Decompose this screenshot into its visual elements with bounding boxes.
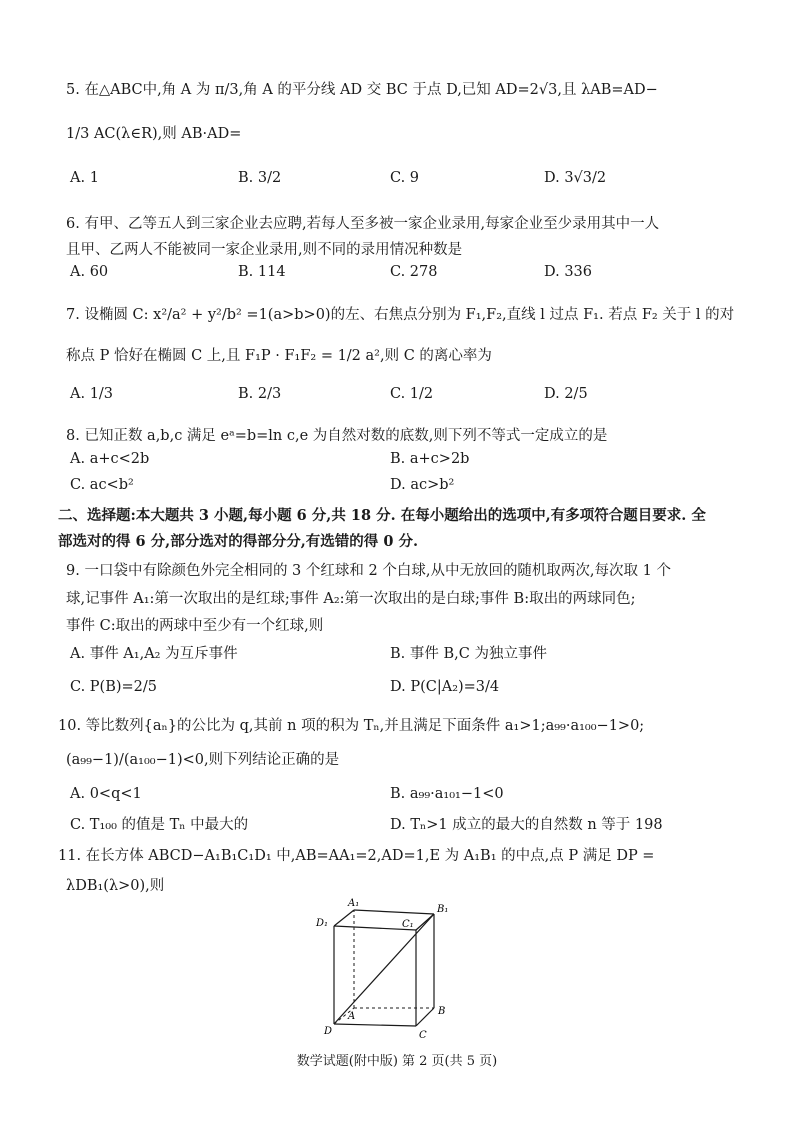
q10-line2: (a₉₉−1)/(a₁₀₀−1)<0,则下列结论正确的是: [66, 752, 340, 768]
section2-heading-line1: 二、选择题:本大题共 3 小题,每小题 6 分,共 18 分. 在每小题给出的选项中,有多项符合题目要求. 全: [58, 507, 706, 524]
label-a: A: [348, 1011, 356, 1022]
q7-options: [66, 386, 756, 418]
q5-line2: 1/3 AC(λ∈R),则 AB·AD=: [66, 126, 242, 142]
q6-options: [66, 264, 756, 296]
q8-option-b: B. a+c>2b: [390, 451, 470, 467]
q7-option-a: A. 1/3: [70, 386, 114, 402]
q8-line1: 8. 已知正数 a,b,c 满足 eᵃ=b=ln c,e 为自然对数的底数,则下列不等式一定成立的是: [66, 428, 608, 444]
q9-option-d: D. P(C|A₂)=3/4: [390, 679, 500, 695]
label-b: B: [438, 1006, 446, 1017]
q5-option-a: A. 1: [70, 170, 99, 186]
q5-option-b: B. 3/2: [238, 170, 282, 186]
q8-option-a: A. a+c<2b: [70, 451, 150, 467]
q6-option-a: A. 60: [70, 264, 109, 280]
q8-option-d: D. ac>b²: [390, 477, 455, 493]
q7-line1: 7. 设椭圆 C: x²/a² + y²/b² =1(a>b>0)的左、右焦点分别为 F₁,F₂,直线 l 过点 F₁. 若点 F₂ 关于 l 的对: [66, 307, 735, 323]
section2-heading-line2: 部选对的得 6 分,部分选对的得部分分,有选错的得 0 分.: [58, 533, 419, 550]
q9-option-c: C. P(B)=2/5: [70, 679, 158, 695]
q10-option-a: A. 0<q<1: [70, 786, 142, 802]
q7-line2: 称点 P 恰好在椭圆 C 上,且 F₁P · F₁F₂ = 1/2 a²,则 C 的离心率为: [66, 348, 492, 364]
q9-options-row1: [66, 642, 756, 674]
label-a1: A₁: [348, 898, 360, 909]
cuboid-figure: [310, 896, 470, 1044]
edge-a1-b1: [354, 910, 434, 914]
q10-option-b: B. a₉₉·a₁₀₁−1<0: [390, 786, 504, 802]
q6-option-c: C. 278: [390, 264, 438, 280]
q9-option-a: A. 事件 A₁,A₂ 为互斥事件: [70, 646, 238, 662]
q7-option-c: C. 1/2: [390, 386, 434, 402]
q5-line1: 5. 在△ABC中,角 A 为 π/3,角 A 的平分线 AD 交 BC 于点 D,已知 AD=2√3,且 λAB=AD−: [66, 82, 658, 98]
q10-option-c: C. T₁₀₀ 的值是 Tₙ 中最大的: [70, 817, 249, 833]
q10-line1: 10. 等比数列{aₙ}的公比为 q,其前 n 项的积为 Tₙ,并且满足下面条件 a₁>1;a₉₉·a₁₀₀−1>0;: [58, 718, 645, 734]
q7-option-d: D. 2/5: [544, 386, 588, 402]
q11-line2: λDB₁(λ>0),则: [66, 878, 165, 894]
q7-option-b: B. 2/3: [238, 386, 282, 402]
label-d1: D₁: [316, 918, 329, 929]
q10-option-d: D. Tₙ>1 成立的最大的自然数 n 等于 198: [390, 817, 663, 833]
label-c: C: [419, 1030, 427, 1041]
q6-option-d: D. 336: [544, 264, 593, 280]
q10-options-row2: [66, 813, 756, 845]
edge-d-c: [334, 1024, 416, 1026]
label-d: D: [324, 1026, 333, 1037]
q8-option-c: C. ac<b²: [70, 477, 134, 493]
q6-line2: 且甲、乙两人不能被同一家企业录用,则不同的录用情况种数是: [66, 242, 463, 258]
q6-option-b: B. 114: [238, 264, 286, 280]
q5-option-c: C. 9: [390, 170, 420, 186]
q9-line3: 事件 C:取出的两球中至少有一个红球,则: [66, 618, 324, 634]
q6-line1: 6. 有甲、乙等五人到三家企业去应聘,若每人至多被一家企业录用,每家企业至少录用其中一人: [66, 216, 660, 232]
page-footer: 数学试题(附中版) 第 2 页(共 5 页): [296, 1054, 498, 1069]
q9-options-row2: [66, 679, 756, 711]
q9-line1: 9. 一口袋中有除颜色外完全相同的 3 个红球和 2 个白球,从中无放回的随机取两次,每次取 1 个: [66, 563, 671, 579]
edge-d1-a1: [334, 910, 354, 926]
q9-option-b: B. 事件 B,C 为独立事件: [390, 646, 547, 662]
q9-line2: 球,记事件 A₁:第一次取出的是红球;事件 A₂:第一次取出的是白球;事件 B:取出的两球同色;: [66, 591, 636, 607]
q5-option-d: D. 3√3/2: [544, 170, 607, 186]
edge-c-b: [416, 1008, 434, 1026]
q5-options: [66, 170, 756, 202]
label-b1: B₁: [437, 904, 449, 915]
q11-line1: 11. 在长方体 ABCD−A₁B₁C₁D₁ 中,AB=AA₁=2,AD=1,E 为 A₁B₁ 的中点,点 P 满足 DP =: [58, 848, 655, 864]
label-c1: C₁: [402, 919, 414, 930]
